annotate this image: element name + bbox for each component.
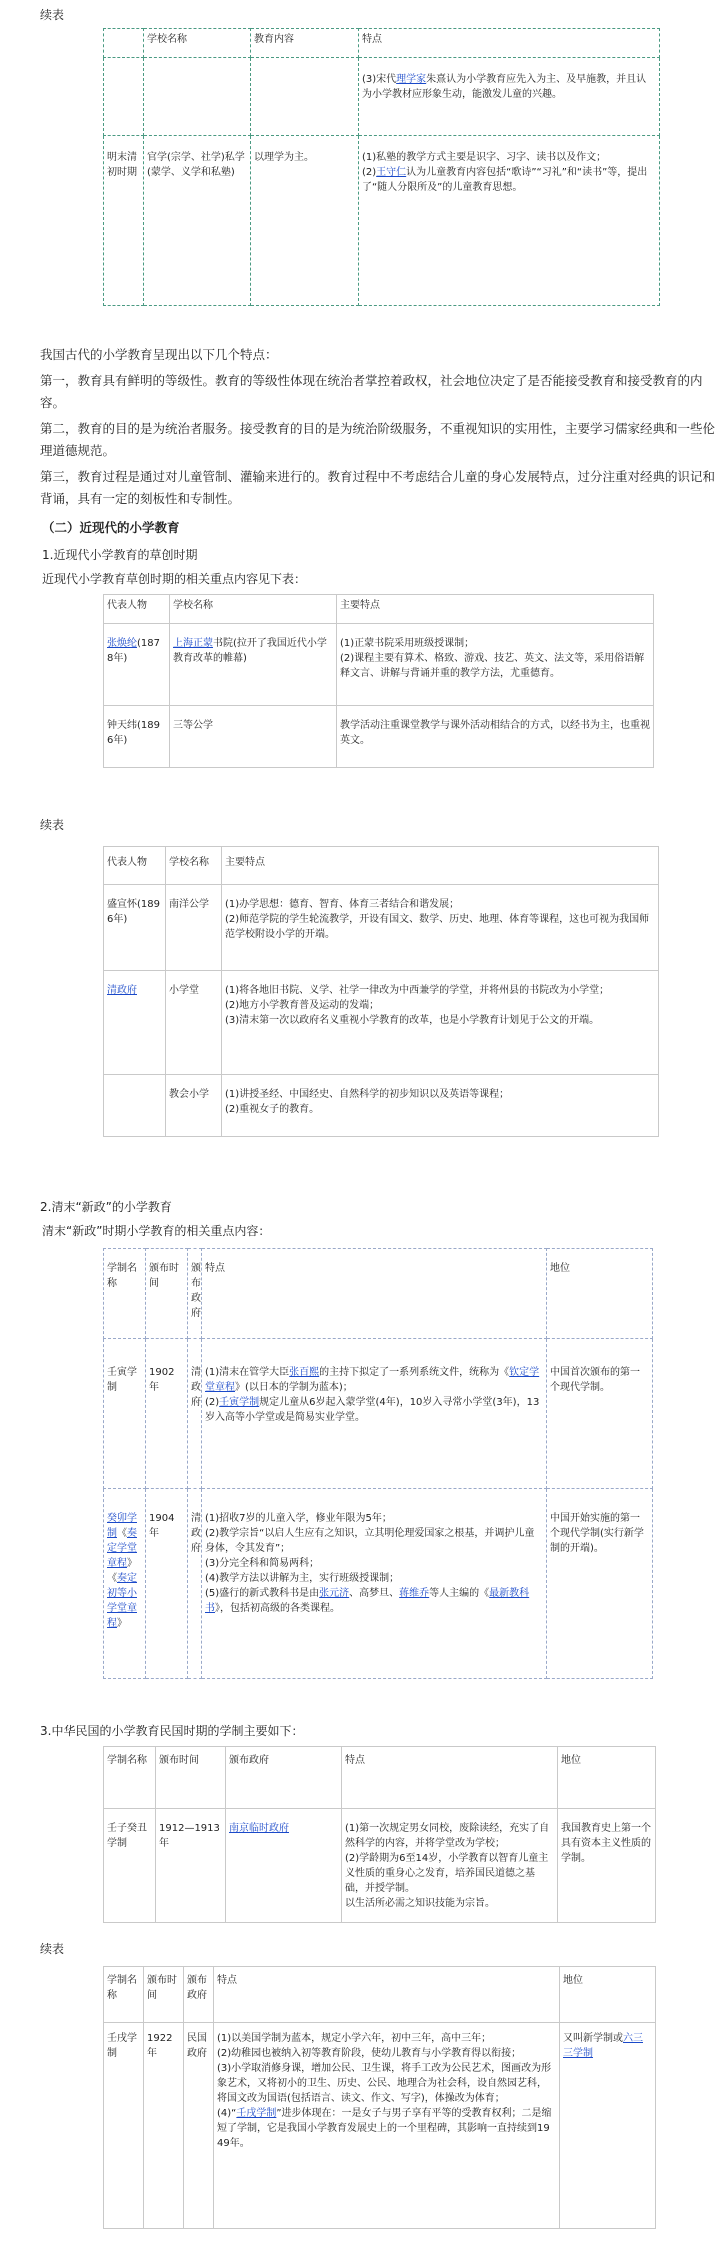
gov-cell: 清政府 [188,1489,202,1679]
table-header-row [104,1747,656,1809]
continued-label: 续表 [40,818,65,832]
lixuejia-link[interactable]: 理学家 [396,74,427,85]
time-cell: 1904年 [146,1489,188,1679]
text: 又叫新学制或 [563,2033,623,2044]
text: 《 [117,1528,127,1539]
system-name-cell [104,1489,146,1679]
table-cell [104,58,144,136]
features-cell [359,136,660,306]
table-cell [144,58,251,136]
header-cell: 颁布政府 [188,1249,202,1339]
section-title: （二）近现代的小学教育 [42,520,180,535]
status-cell [560,2023,656,2229]
table-row [104,58,660,136]
guimao-xuezhi-link[interactable]: 癸卯学制 [107,1513,137,1539]
features-cell: 教学活动注重课堂教学与课外活动相结合的方式，以经书为主，也重视英文。 [337,706,654,768]
content-cell: 以理学为主。 [251,136,359,306]
text: (3)分完全科和简易两科； [205,1558,320,1569]
text: 规定儿童从6岁起入蒙学堂(4年)，10岁入寻常小学堂(3年)，13岁入高等小学堂或是简易实业学堂。 [205,1397,540,1423]
header-cell: 特点 [214,1967,560,2023]
header-cell: 主要特点 [222,847,659,885]
table-row [104,2023,656,2229]
text: 》(以日本的学制为蓝本)； [235,1382,353,1393]
republic-table-continued [103,1966,656,2229]
table-row [104,971,659,1075]
table-header-row [104,1249,653,1339]
status-cell: 中国开始实施的第一个现代学制(实行新学制的开端)。 [547,1489,653,1679]
text: (2)教学宗旨“以启人生应有之知识，立其明伦理爱国家之根基，并调护儿童身体，令其发育”； [205,1528,535,1554]
text: 书院(拉开了我国近代小学教育改革的帷幕) [173,638,327,664]
header-cell: 颁布政府 [184,1967,214,2023]
nanjing-gov-link[interactable]: 南京临时政府 [229,1823,289,1834]
subsection-title: 3.中华民国的小学教育民国时期的学制主要如下： [40,1724,304,1738]
header-cell: 颁布时间 [156,1747,226,1809]
table-row [104,1489,653,1679]
zhangyuanji-link[interactable]: 张元济 [319,1588,350,1599]
late-qing-table [103,1248,653,1679]
header-cell: 学校名称 [170,595,337,624]
gov-cell [226,1809,342,1923]
text: 认为儿童教育内容包括“歌诗”“习礼”和“读书”等，提出了“随人分限所及”的儿童教育思想。 [362,167,648,193]
header-cell: 颁布时间 [144,1967,184,2023]
features-cell [222,1075,659,1137]
table-row [104,1339,653,1489]
time-cell: 1922年 [144,2023,184,2229]
text: 》 [117,1618,127,1629]
subsection-intro: 近现代小学教育草创时期的相关重点内容见下表： [42,572,307,586]
school-cell: 小学堂 [166,971,222,1075]
text: (5)盛行的新式教科书是由 [205,1588,320,1599]
header-cell: 地位 [560,1967,656,2023]
text: (2)师范学院的学生轮流教学，开设有国文、数学、历史、地理、体育等课程，这也可视为我国师范学校附设小学的开端。 [225,914,650,940]
text: (3)小学取消修身课，增加公民、卫生课，将手工改为公民艺术，图画改为形象艺术，又将初小的卫生、历史、公民、地理合为社会科，设自然园艺科，将国文改为国语(包括语言、读文、作文、写字)，体操改为体育； [217,2063,552,2104]
header-cell: 地位 [547,1249,653,1339]
paragraph: 第一，教育具有鲜明的等级性。教育的等级性体现在统治者掌控着政权，社会地位决定了是否能接受教育和接受教育的内容。 [40,373,703,410]
text: 的主持下拟定了一系列系统文件，统称为《 [319,1367,510,1378]
header-cell: 颁布政府 [226,1747,342,1809]
status-cell: 我国教育史上第一个具有资本主义性质的学制。 [558,1809,656,1923]
table-row [104,136,660,306]
text: (1)讲授圣经、中国经史、自然科学的初步知识以及英语等课程； [225,1089,510,1100]
subsection-title: 2.清末“新政”的小学教育 [40,1200,172,1214]
features-cell [222,885,659,971]
table-row [104,706,654,768]
header-cell [104,29,144,58]
subsection-intro: 清末“新政”时期小学教育的相关重点内容： [42,1224,271,1238]
system-name-cell: 壬子癸丑学制 [104,1809,156,1923]
renxu-xuezhi-link[interactable]: 壬戌学制 [236,2108,277,2119]
features-cell [202,1489,547,1679]
text: (2)重视女子的教育。 [225,1104,320,1115]
table-row [104,624,654,706]
liusansan-xuezhi-link[interactable]: 六三三学制 [563,2033,643,2059]
subsection-title: 1.近现代小学教育的草创时期 [42,548,198,562]
features-cell [202,1339,547,1489]
table-row [104,1075,659,1137]
paragraph: 第三，教育过程是通过对儿童管制、灌输来进行的。教育过程中不考虑结合儿童的身心发展特点，过分注重对经典的识记和背诵，具有一定的刻板性和专制性。 [40,469,716,506]
text: (1)正蒙书院采用班级授课制； [340,638,475,649]
text: (1)将各地旧书院、义学、社学一律改为中西兼学的学堂，并将州县的书院改为小学堂； [225,985,610,996]
qinding-xuetang-zhangcheng-link[interactable]: 钦定学堂章程 [205,1367,540,1393]
continued-label: 续表 [40,8,65,22]
text: 以生活所必需之知识技能为宗旨。 [345,1898,495,1909]
header-cell: 学校名称 [144,29,251,58]
text: (1878年) [107,638,160,664]
zhanghuanlun-link[interactable]: 张焕纶 [107,638,137,649]
period-cell: 明末清初时期 [104,136,144,306]
text: (1)以美国学制为蓝本，规定小学六年，初中三年，高中三年； [217,2033,492,2044]
school-cell: 官学(宗学、社学)私学(蒙学、义学和私塾) [144,136,251,306]
table-header-row [104,29,660,58]
system-name-cell: 壬寅学制 [104,1339,146,1489]
table-row [104,1809,656,1923]
header-cell: 特点 [342,1747,558,1809]
status-cell: 中国首次颁布的第一个现代学制。 [547,1339,653,1489]
school-cell [170,624,337,706]
header-cell: 颁布时间 [146,1249,188,1339]
system-name-cell: 壬戌学制 [104,2023,144,2229]
text: (2) [205,1397,220,1408]
person-cell [104,1075,166,1137]
header-cell: 特点 [359,29,660,58]
gov-cell: 民国政府 [184,2023,214,2229]
person-cell: 盛宣怀(1896年) [104,885,166,971]
qingzhengfu-link[interactable]: 清政府 [107,985,137,996]
text: (1)办学思想：德育、智育、体育三者结合和谐发展； [225,899,460,910]
paragraph: 第二，教育的目的是为统治者服务。接受教育的目的是为统治阶级服务，不重视知识的实用性，主要学习儒家经典和一些伦理道德规范。 [40,421,716,458]
continued-label: 续表 [40,1942,65,1956]
text: (1)第一次规定男女同校，废除读经，充实了自然科学的内容，并将学堂改为学校； [345,1823,550,1849]
zuixin-jiaokeshu-link[interactable]: 最新教科书 [205,1588,530,1614]
text: (1)清末在管学大臣 [205,1367,290,1378]
text: (4)“ [217,2108,237,2119]
header-cell: 地位 [558,1747,656,1809]
header-cell: 特点 [202,1249,547,1339]
time-cell: 1912—1913年 [156,1809,226,1923]
founding-period-table-continued [103,846,659,1137]
table-cell [359,58,660,136]
text: (3)宋代 [362,74,397,85]
text: 、高梦旦、 [349,1588,400,1599]
text: 》，包括初高级的各类课程。 [215,1603,340,1614]
zhangbaixi-link[interactable]: 张百熙 [289,1367,320,1378]
features-cell [342,1809,558,1923]
ancient-education-table [103,28,660,306]
text: (1)私塾的教学方式主要是识字、习字、读书以及作文； [362,152,607,163]
text: (2)课程主要有算术、格致、游戏、技艺、英文、法文等，采用俗语解释文言、讲解与背诵并重的教学方法，尤重德育。 [340,653,645,679]
text: 》《 [107,1558,137,1584]
text: ”进步体现在：一是女子与男子享有平等的受教育权利；二是缩短了学制，它是我国小学教育发展史上的一个里程碑，其影响一直持续到1949年。 [217,2108,552,2149]
header-cell: 代表人物 [104,847,166,885]
text: (2)地方小学教育普及运动的发端； [225,1000,380,1011]
header-cell: 学制名称 [104,1747,156,1809]
text: (2)学龄期为6至14岁，小学教育以智育儿童主义性质的重身心之发育，培养国民道德之基础，并授学制。 [345,1853,549,1894]
header-cell: 代表人物 [104,595,170,624]
text: 朱熹认为小学教育应先入为主、及早施教，并且认为小学教材应形象生动，能激发儿童的兴趣。 [362,74,647,100]
gov-cell: 清政府 [188,1339,202,1489]
header-cell: 教育内容 [251,29,359,58]
table-header-row [104,595,654,624]
zouding-xuetang-link[interactable]: 奏定学堂章程 [107,1528,137,1569]
person-cell: 钟天纬(1896年) [104,706,170,768]
text: 等人主编的《 [429,1588,490,1599]
school-cell: 南洋公学 [166,885,222,971]
table-cell [251,58,359,136]
text: (2)幼稚园也被纳入初等教育阶段，使幼儿教育与小学教育得以衔接； [217,2048,522,2059]
text: (1)招收7岁的儿童入学，修业年限为5年； [205,1513,392,1524]
text: (3)清末第一次以政府名义重视小学教育的改革，也是小学教育计划见于公文的开端。 [225,1015,600,1026]
text: (4)教学方法以讲解为主，实行班级授课制； [205,1573,400,1584]
header-cell: 学校名称 [166,847,222,885]
time-cell: 1902年 [146,1339,188,1489]
features-cell [337,624,654,706]
table-header-row [104,847,659,885]
shanghai-zhengmeng-link[interactable]: 上海正蒙 [173,638,213,649]
jiangweiqiao-link[interactable]: 蒋维乔 [399,1588,430,1599]
school-cell: 教会小学 [166,1075,222,1137]
header-cell: 学制名称 [104,1967,144,2023]
paragraph: 我国古代的小学教育呈现出以下几个特点： [40,347,278,362]
person-cell [104,624,170,706]
text: (2) [362,167,377,178]
founding-period-table [103,594,654,768]
renyin-xuezhi-link[interactable]: 壬寅学制 [219,1397,260,1408]
school-cell: 三等公学 [170,706,337,768]
features-cell [222,971,659,1075]
header-cell: 主要特点 [337,595,654,624]
zouding-chudeng-link[interactable]: 奏定初等小学堂章程 [107,1573,137,1629]
wangshouren-link[interactable]: 王守仁 [376,167,407,178]
republic-table [103,1746,656,1923]
header-cell: 学制名称 [104,1249,146,1339]
features-cell [214,2023,560,2229]
table-row [104,885,659,971]
person-cell [104,971,166,1075]
table-header-row [104,1967,656,2023]
